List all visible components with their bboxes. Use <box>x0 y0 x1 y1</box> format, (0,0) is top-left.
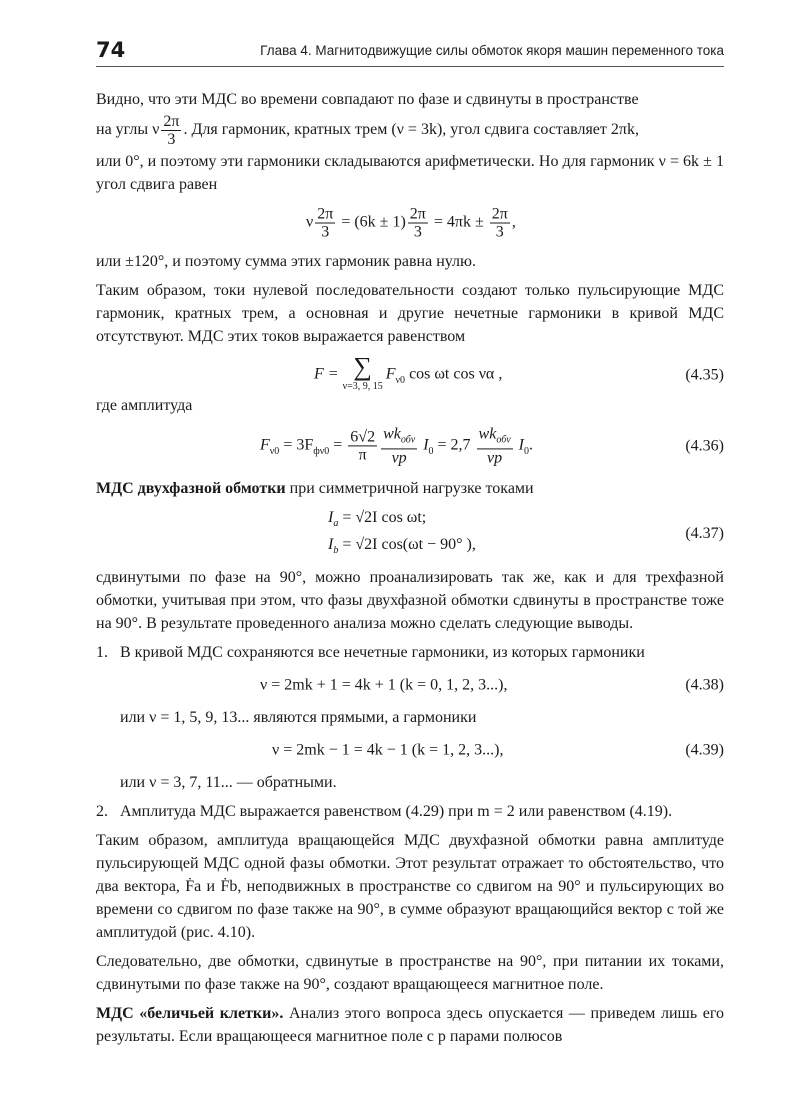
eq-frac-1 <box>315 206 335 241</box>
eq-mid2: = 4πk ± <box>429 213 488 231</box>
equation-shift-angle <box>96 200 724 246</box>
eq-frac-3 <box>490 206 510 241</box>
equation-4-38 <box>96 668 724 702</box>
eq436-lhs-sub: ν0 <box>269 445 280 457</box>
equation-number-4-37: (4.37) <box>685 525 724 542</box>
list-marker-1: 1. <box>96 644 108 661</box>
eq437-l1-lhs: I <box>328 509 334 526</box>
page-header <box>96 38 724 67</box>
page-number: 74 <box>96 38 126 62</box>
paragraph-1c: или 0°, и поэтому эти гармоники складываются арифметически. Но для гармоник ν = 6k ± 1 угол сдвига равен <box>96 153 725 193</box>
eq437-l1-sub: a <box>333 518 339 530</box>
eq435-body: F <box>385 365 396 383</box>
eq-frac-2-num: 2π <box>409 205 426 223</box>
eq436-frac-1-den: π <box>358 446 367 464</box>
eq436-eq3: = 2,7 <box>433 436 475 454</box>
fraction-2pi-3 <box>161 113 181 148</box>
equation-4-35 <box>96 352 724 398</box>
eq436-frac-3-num <box>477 425 513 449</box>
eq-end: , <box>511 213 516 231</box>
paragraph-6: сдвинутыми по фазе на 90°, можно проанализировать так же, как и для трехфазной обмотки, учитывая при этом, что фазы двухфазной обмотки сдвинуты в пространстве тоже на 90°. В результате проведенного анализа можно сделать следующие выводы. <box>96 569 724 632</box>
eq436-frac-3-num-text: wk <box>478 425 497 443</box>
paragraph-5-rest: при симметричной нагрузке токами <box>285 480 534 497</box>
eq437-l1-rhs: = √2I cos ωt; <box>338 509 427 526</box>
sum-operator <box>342 352 383 395</box>
list-item-2 <box>96 800 724 823</box>
paragraph-8: Следовательно, две обмотки, сдвинутые в пространстве на 90°, при питании их токами, сдвинутыми по фазе также на 90°, создают вращающееся магнитное поле. <box>96 953 724 993</box>
eq-frac-1-num: 2π <box>317 205 334 223</box>
eq436-end-dot: . <box>529 436 533 454</box>
eq436-end: I <box>514 436 524 454</box>
equation-number-4-39: (4.39) <box>685 741 724 759</box>
eq436-lhs: F <box>260 436 270 454</box>
equation-shift-angle-expr <box>306 206 516 241</box>
eq436-eq1: = 3F <box>279 436 314 454</box>
eq-frac-3-num: 2π <box>491 205 508 223</box>
eq-mid: = (6k ± 1) <box>337 213 406 231</box>
equation-number-4-35: (4.35) <box>685 366 724 384</box>
eq436-mid: I <box>419 436 429 454</box>
eq-frac-1-den: 3 <box>321 223 330 241</box>
eq436-frac-3 <box>477 425 513 466</box>
paragraph-3: Таким образом, токи нулевой последовательности создают только пульсирующие МДС гармоник, кратных трем, а основная и другие нечетные гармоники в кривой МДС отсутствуют. МДС этих токов выражается равенством <box>96 282 724 345</box>
equation-4-37 <box>96 504 724 562</box>
eq435-lhs: F = <box>314 365 343 383</box>
equation-4-39-expr: ν = 2mk − 1 = 4k − 1 (k = 1, 2, 3...), <box>272 741 504 759</box>
list-item-1 <box>96 641 724 664</box>
eq-frac-3-den: 3 <box>495 223 504 241</box>
sum-limits: ν=3, 9, 15 <box>342 381 383 392</box>
paragraph-1b <box>96 113 724 148</box>
equation-4-36-expr <box>260 425 533 466</box>
list-item-1-line-3: или ν = 3, 7, 11... — обратными. <box>120 774 337 791</box>
page-body <box>96 88 724 1048</box>
eq436-eq2: = <box>329 436 347 454</box>
paragraph-9 <box>96 1002 724 1048</box>
two-phase-heading: МДС двухфазной обмотки <box>96 480 286 497</box>
paragraph-4: где амплитуда <box>96 397 193 414</box>
p1b-pre: на углы ν <box>96 121 160 139</box>
equation-4-36 <box>96 421 724 471</box>
eq436-frac-2-num <box>381 425 417 449</box>
list-item-2-text: Амплитуда МДС выражается равенством (4.29) при m = 2 или равенством (4.19). <box>120 803 673 820</box>
eq435-rest: cos ωt cos να , <box>405 365 503 383</box>
paragraph-1a: Видно, что эти МДС во времени совпадают по фазе и сдвинуты в пространстве <box>96 91 639 108</box>
eq436-frac-1-num: 6√2 <box>350 428 376 446</box>
equation-4-39 <box>96 733 724 767</box>
sum-sign: ∑ <box>353 352 372 381</box>
squirrel-cage-heading: МДС «беличьей клетки». <box>96 1005 284 1022</box>
eq436-end-sub: 0 <box>524 445 529 457</box>
paragraph-9-rest: Анализ этого вопроса здесь опускается — приведем лишь его результаты. Если вращающееся магнитное поле с p парами полюсов <box>96 1005 725 1045</box>
list-item-1-line-2: или ν = 1, 5, 9, 13... являются прямыми, а гармоники <box>120 709 477 726</box>
equation-4-35-expr <box>314 352 503 395</box>
equation-number-4-38: (4.38) <box>685 676 724 694</box>
equation-4-37-line1 <box>328 506 426 535</box>
eq436-frac-2 <box>381 425 417 466</box>
eq-nu: ν <box>306 213 314 231</box>
eq436-frac-3-den: νp <box>487 449 503 467</box>
chapter-title: Глава 4. Магнитодвижущие силы обмоток якоря машин переменного тока <box>260 43 724 58</box>
eq437-l2-lhs: I <box>328 536 334 553</box>
p1b-post: . Для гармоник, кратных трем (ν = 3k), угол сдвига составляет 2πk, <box>183 121 639 139</box>
paragraph-2: или ±120°, и поэтому сумма этих гармоник равна нулю. <box>96 253 476 270</box>
eq437-l2-rhs: = √2I cos(ωt − 90° ), <box>338 536 476 553</box>
eq436-frac-3-num-sub: обν <box>496 434 511 446</box>
paragraph-7: Таким образом, амплитуда вращающейся МДС двухфазной обмотки равна амплитуде пульсирующей МДС одной фазы обмотки. Этот результат отражает то обстоятельство, что два вектора, Ḟa и Ḟb, неподвижных в пространстве со сдвигом на 90° и пульсирующих во времени со сдвигом по фазе также на 90°, в сумме образуют вращающийся вектор с той же амплитудой (рис. 4.10). <box>96 832 724 941</box>
paragraph-5 <box>96 477 724 500</box>
equation-4-38-expr: ν = 2mk + 1 = 4k + 1 (k = 0, 1, 2, 3...), <box>260 676 508 694</box>
eq437-l2-sub: b <box>333 545 339 557</box>
eq436-frac-2-num-text: wk <box>383 425 401 443</box>
eq435-body-sub: ν0 <box>395 374 406 386</box>
equation-4-37-line2 <box>328 533 476 562</box>
fraction-denominator: 3 <box>167 131 176 148</box>
eq436-frac-1 <box>348 429 377 464</box>
eq436-eq1-sub: фν0 <box>313 445 330 457</box>
equation-number-4-36: (4.36) <box>685 437 724 455</box>
eq436-frac-2-num-sub: обν <box>400 434 416 446</box>
fraction-numerator: 2π <box>163 113 180 130</box>
list-marker-2: 2. <box>96 803 108 820</box>
eq436-mid-sub: 0 <box>428 445 434 457</box>
eq-frac-2-den: 3 <box>413 223 422 241</box>
eq436-frac-2-den: νp <box>391 449 407 467</box>
eq-frac-2 <box>408 206 428 241</box>
list-item-1-text: В кривой МДС сохраняются все нечетные гармоники, из которых гармоники <box>120 644 645 661</box>
